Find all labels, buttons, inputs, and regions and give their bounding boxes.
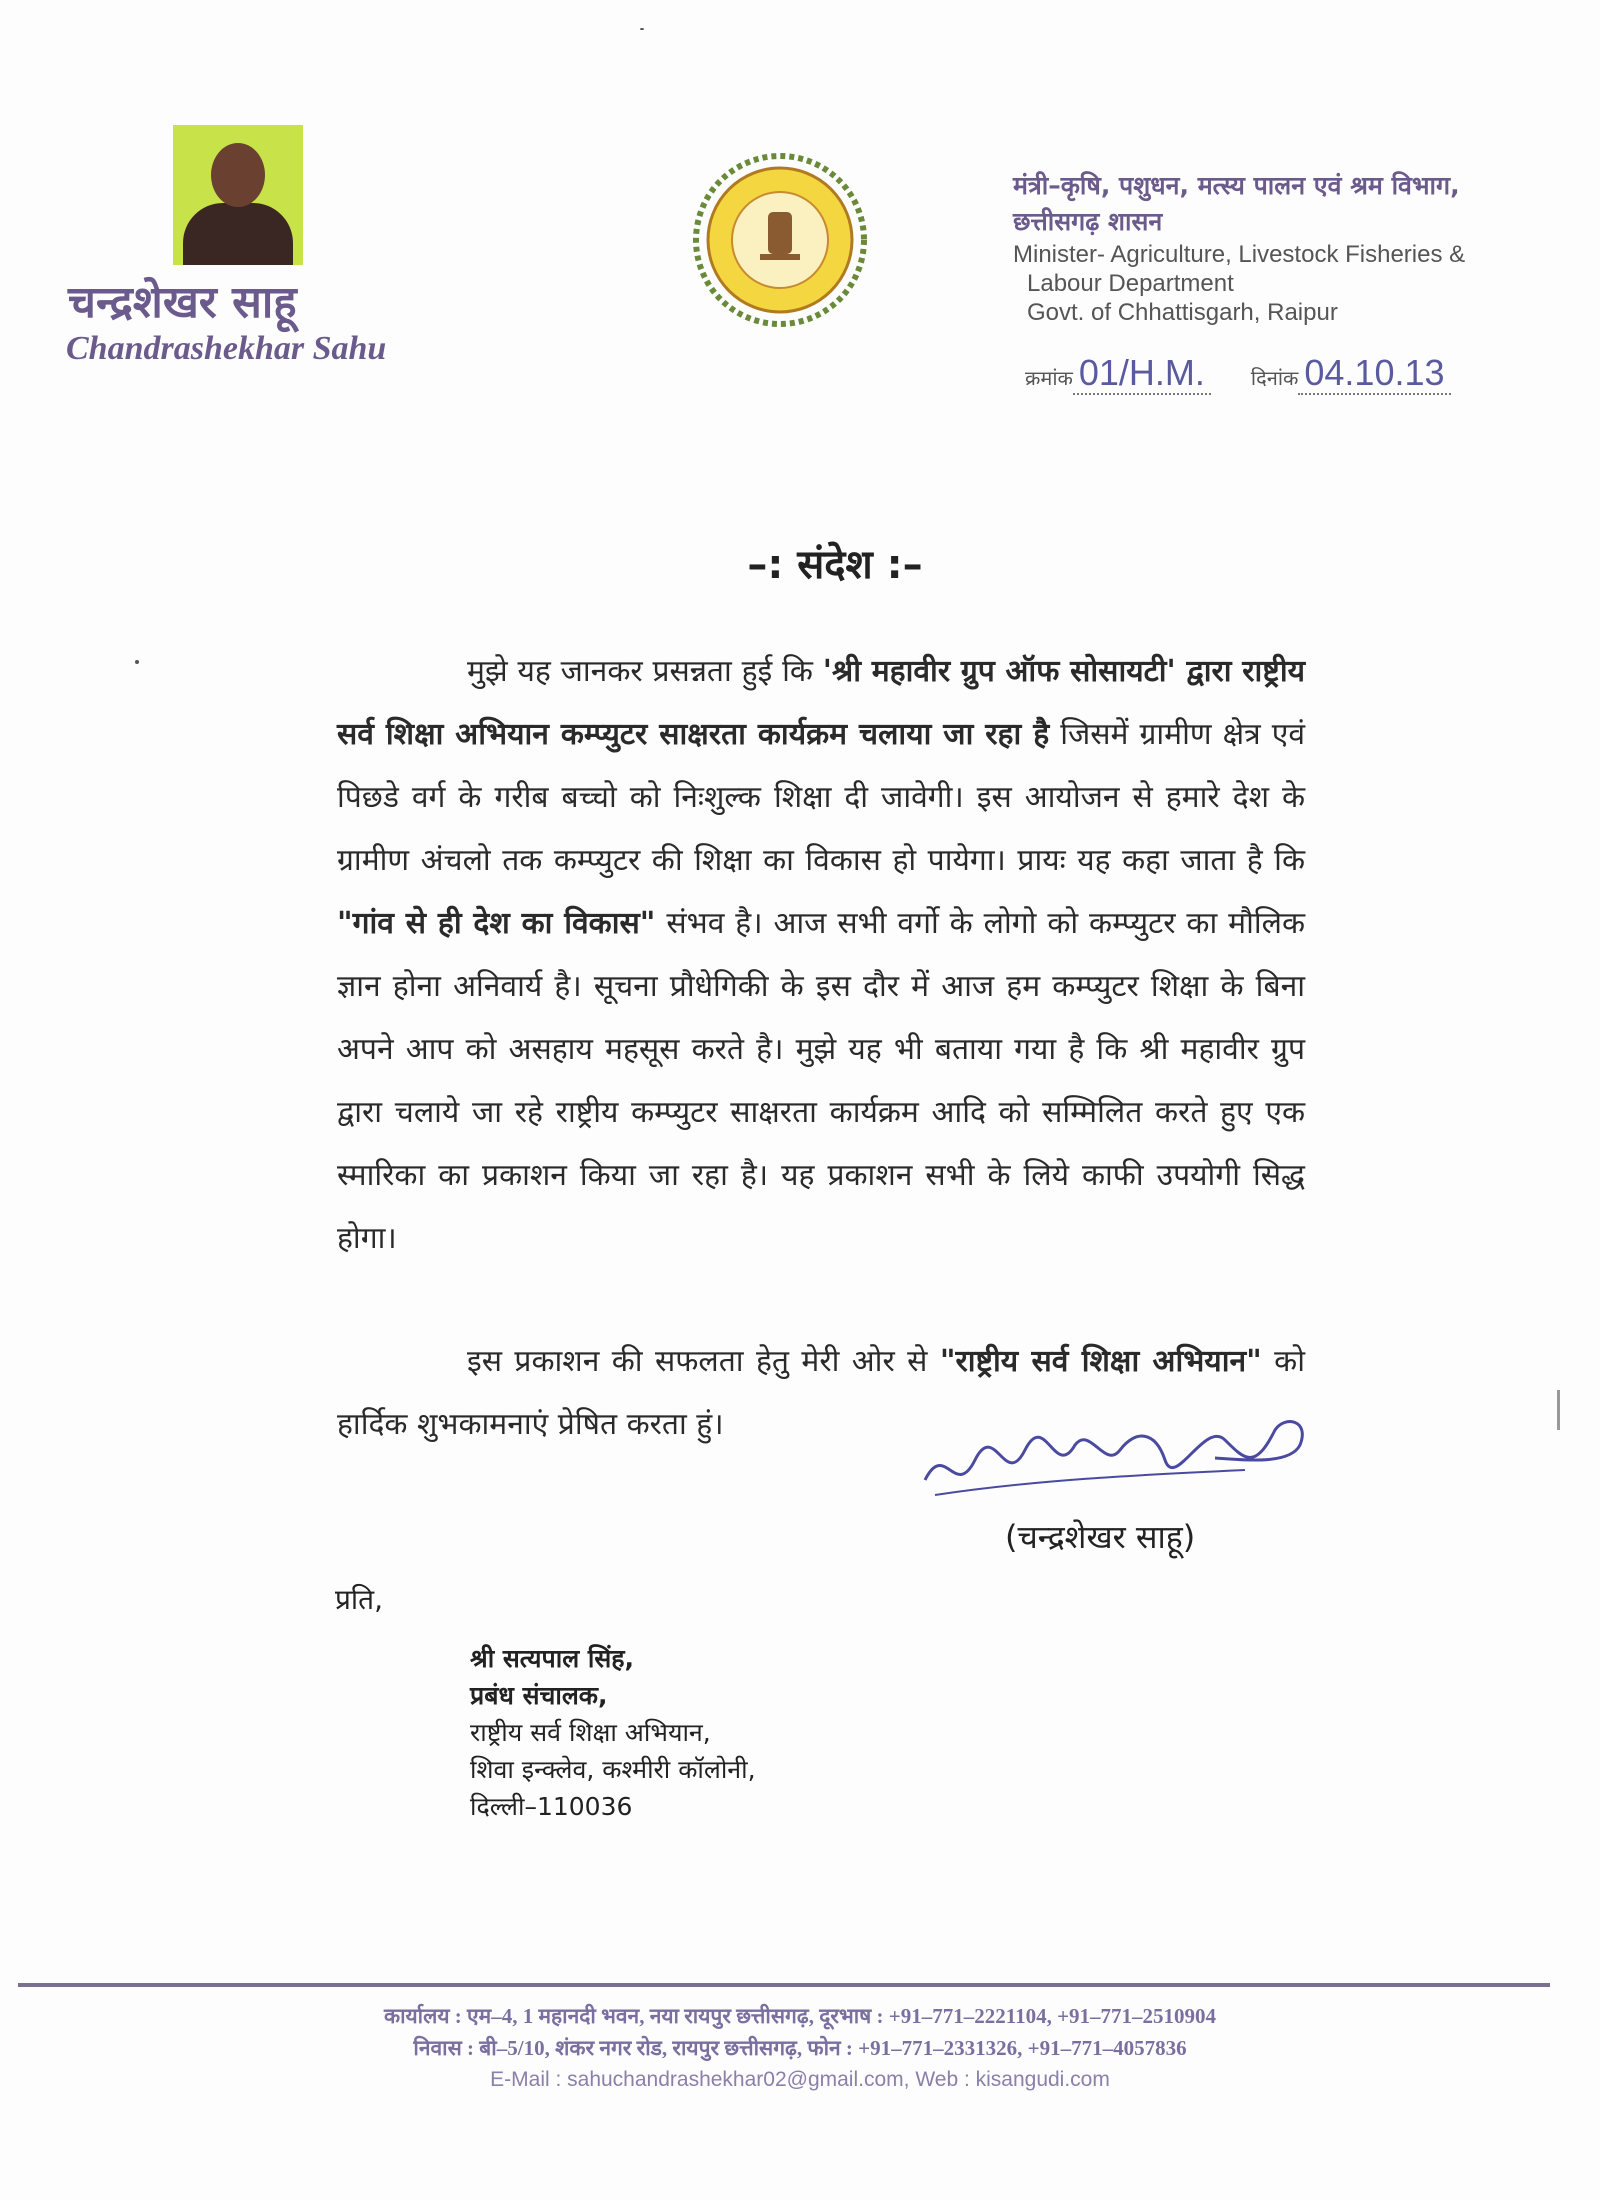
recipient-designation: प्रबंध संचालक,	[470, 1681, 608, 1710]
recipient-name: श्री सत्यपाल सिंह,	[470, 1644, 635, 1673]
text-segment-bold: 'श्री महावीर ग्रुप ऑफ सोसायटी' द्वारा राष्ट्रीय सर्व शिक्षा अभियान कम्प्युटर साक्षरता कार्यक्रम चलाया जा रहा है	[337, 654, 1305, 752]
scan-speck	[640, 28, 644, 30]
recipient-address	[470, 1640, 756, 1825]
dept-english-line3: Govt. of Chhattisgarh, Raipur	[1027, 299, 1338, 326]
text-segment-bold: "राष्ट्रीय सर्व शिक्षा अभियान"	[939, 1344, 1262, 1379]
text-segment: इस प्रकाशन की सफलता हेतु मेरी ओर से	[467, 1344, 940, 1379]
ref-number: 01/H.M.	[1073, 352, 1211, 395]
department-header	[1013, 168, 1465, 327]
dept-english-line1: Minister- Agriculture, Livestock Fisheries &	[1013, 241, 1466, 268]
signatory-name: (चन्द्रशेखर साहू)	[1005, 1518, 1196, 1556]
dept-english-line2: Labour Department	[1027, 270, 1234, 297]
footer	[0, 2000, 1600, 2096]
dept-hindi-line2: छत्तीसगढ़ शासन	[1013, 207, 1163, 236]
recipient-line-3: दिल्ली–110036	[470, 1792, 633, 1821]
reference-line	[1025, 352, 1451, 394]
recipient-line-2: शिवा इन्क्लेव, कश्मीरी कॉलोनी,	[470, 1755, 756, 1784]
footer-office-address: कार्यालय : एम–4, 1 महानदी भवन, नया रायपुर छत्तीसगढ़, दूरभाष : +91–771–2221104, +91–771–2510904	[383, 2004, 1217, 2028]
text-segment: संभव है। आज सभी वर्गो के लोगो को कम्प्युटर का मौलिक ज्ञान होना अनिवार्य है। सूचना प्रौधेगिकी के इस दौर में आज हम कम्प्युटर शिक्षा के बिना अपने आप को असहाय महसूस करते है। मुझे यह भी बताया गया है कि श्री महावीर ग्रुप द्वारा चलाये जा रहे राष्ट्रीय कम्प्युटर साक्षरता कार्यक्रम आदि को सम्मिलित करते हुए एक स्मारिका का प्रकाशन किया जा रहा है। यह प्रकाशन सभी के लिये काफी उपयोगी सिद्ध होगा।	[337, 906, 1305, 1256]
footer-residence-address: निवास : बी–5/10, शंकर नगर रोड, रायपुर छत्तीसगढ़, फोन : +91–771–2331326, +91–771–4057836	[413, 2036, 1187, 2060]
message-paragraph-1	[337, 640, 1305, 1270]
chhattisgarh-emblem-logo	[690, 150, 870, 330]
footer-divider	[18, 1983, 1550, 1987]
message-title: –: संदेश :–	[747, 542, 923, 588]
scan-speck	[135, 660, 139, 664]
handwritten-signature	[915, 1400, 1325, 1510]
date-label: दिनांक	[1250, 366, 1299, 390]
minister-name-hindi: चन्द्रशेखर साहू	[68, 277, 297, 328]
recipient-prefix: प्रति,	[335, 1583, 384, 1616]
ref-label: क्रमांक	[1025, 366, 1073, 390]
recipient-line-1: राष्ट्रीय सर्व शिक्षा अभियान,	[470, 1718, 711, 1747]
text-segment: जिसमें ग्रामीण क्षेत्र एवं पिछडे वर्ग के गरीब बच्चो को निःशुल्क शिक्षा दी जावेगी। इस आयोजन से हमारे देश के ग्रामीण अंचलो तक कम्प्युटर की शिक्षा का विकास हो पायेगा। प्रायः यह कहा जाता है कि	[337, 717, 1306, 878]
text-segment: को हार्दिक शुभकामनाएं प्रेषित करता हुं।	[337, 1344, 1305, 1442]
dept-hindi-line1: मंत्री–कृषि, पशुधन, मत्स्य पालन एवं श्रम विभाग,	[1013, 171, 1460, 200]
date-value: 04.10.13	[1298, 352, 1450, 395]
scan-mark	[1557, 1390, 1560, 1430]
footer-contact: E-Mail : sahuchandrashekhar02@gmail.com, Web : kisangudi.com	[490, 2068, 1110, 2091]
minister-photo	[173, 125, 303, 265]
text-segment-bold: "गांव से ही देश का विकास"	[337, 906, 656, 941]
minister-name-english: Chandrashekhar Sahu	[66, 330, 387, 367]
text-segment: मुझे यह जानकर प्रसन्नता हुई कि	[467, 654, 823, 689]
